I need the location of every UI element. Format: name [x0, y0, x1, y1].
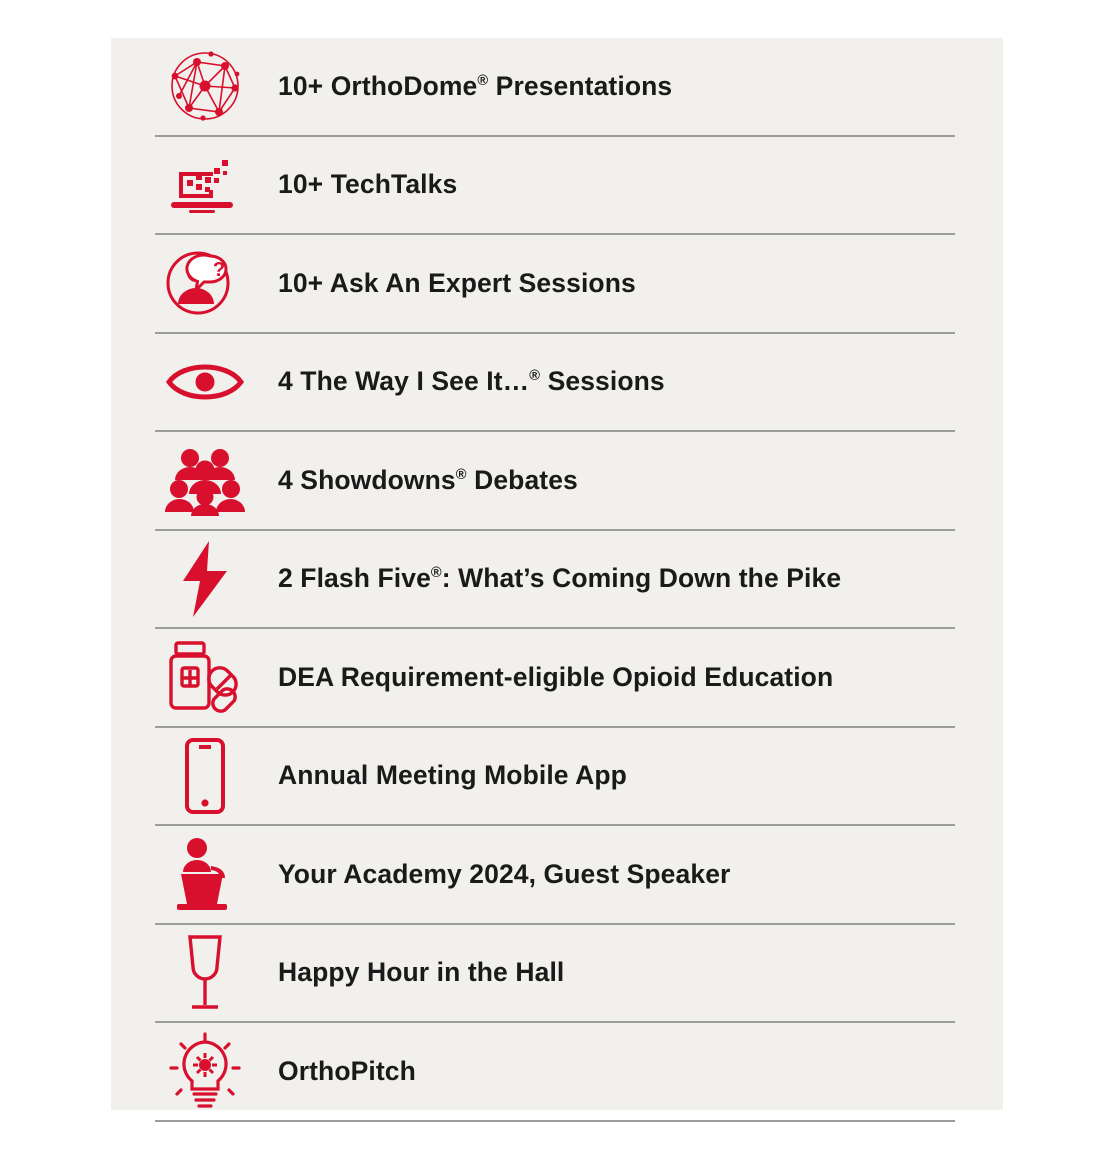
speaker-podium-icon — [155, 826, 255, 923]
label-main: Happy Hour in the Hall — [278, 957, 565, 988]
list-item — [155, 38, 955, 137]
label-main: OrthoPitch — [278, 1055, 416, 1086]
label-main: 2 Flash Five — [278, 563, 431, 594]
list-item — [155, 1023, 955, 1122]
list-item — [155, 235, 955, 334]
lightbulb-gear-icon — [155, 1023, 255, 1120]
label-post: : What’s Coming Down the Pike — [441, 563, 842, 594]
list-item — [155, 925, 955, 1024]
lightning-bolt-icon — [155, 531, 255, 628]
label-main: 10+ TechTalks — [278, 169, 458, 200]
list-item — [155, 432, 955, 531]
label-sup: ® — [477, 72, 489, 89]
molecule-network-icon — [155, 38, 255, 135]
label-main: 10+ Ask An Expert Sessions — [278, 267, 636, 298]
list-item — [155, 334, 955, 433]
features-list — [155, 38, 955, 1122]
pill-bottle-icon — [155, 629, 255, 726]
label-main: Annual Meeting Mobile App — [278, 760, 627, 791]
people-group-icon — [155, 432, 255, 529]
label-main: 4 Showdowns — [278, 464, 456, 495]
label-sup: ® — [529, 368, 541, 385]
list-item-label — [255, 958, 564, 987]
list-item — [155, 728, 955, 827]
svg-text:?: ? — [212, 259, 226, 282]
laptop-pixels-icon — [155, 137, 255, 234]
list-item-label — [255, 663, 833, 692]
eye-icon — [155, 334, 255, 431]
list-item — [155, 531, 955, 630]
list-item-label — [255, 170, 457, 199]
list-item — [155, 629, 955, 728]
list-item-label — [255, 72, 672, 101]
label-sup: ® — [430, 565, 442, 582]
features-panel — [111, 38, 1003, 1110]
label-main: 10+ OrthoDome — [278, 70, 478, 101]
list-item-label — [255, 1057, 416, 1086]
mobile-phone-icon — [155, 728, 255, 825]
list-item-label — [255, 269, 636, 298]
list-item-label — [255, 564, 841, 593]
label-post: Sessions — [540, 366, 665, 397]
label-main: Your Academy 2024, Guest Speaker — [278, 858, 731, 889]
label-main: DEA Requirement-eligible Opioid Education — [278, 661, 834, 692]
list-item-label — [255, 367, 665, 396]
label-post: Debates — [466, 464, 578, 495]
wine-glass-icon — [155, 925, 255, 1022]
list-item — [155, 137, 955, 236]
list-item-label — [255, 860, 730, 889]
person-question-bubble-icon — [155, 235, 255, 332]
list-item-label — [255, 466, 578, 495]
label-main: 4 The Way I See It… — [278, 366, 530, 397]
label-sup: ® — [455, 466, 467, 483]
list-item — [155, 826, 955, 925]
list-item-label — [255, 761, 627, 790]
label-post: Presentations — [488, 70, 673, 101]
